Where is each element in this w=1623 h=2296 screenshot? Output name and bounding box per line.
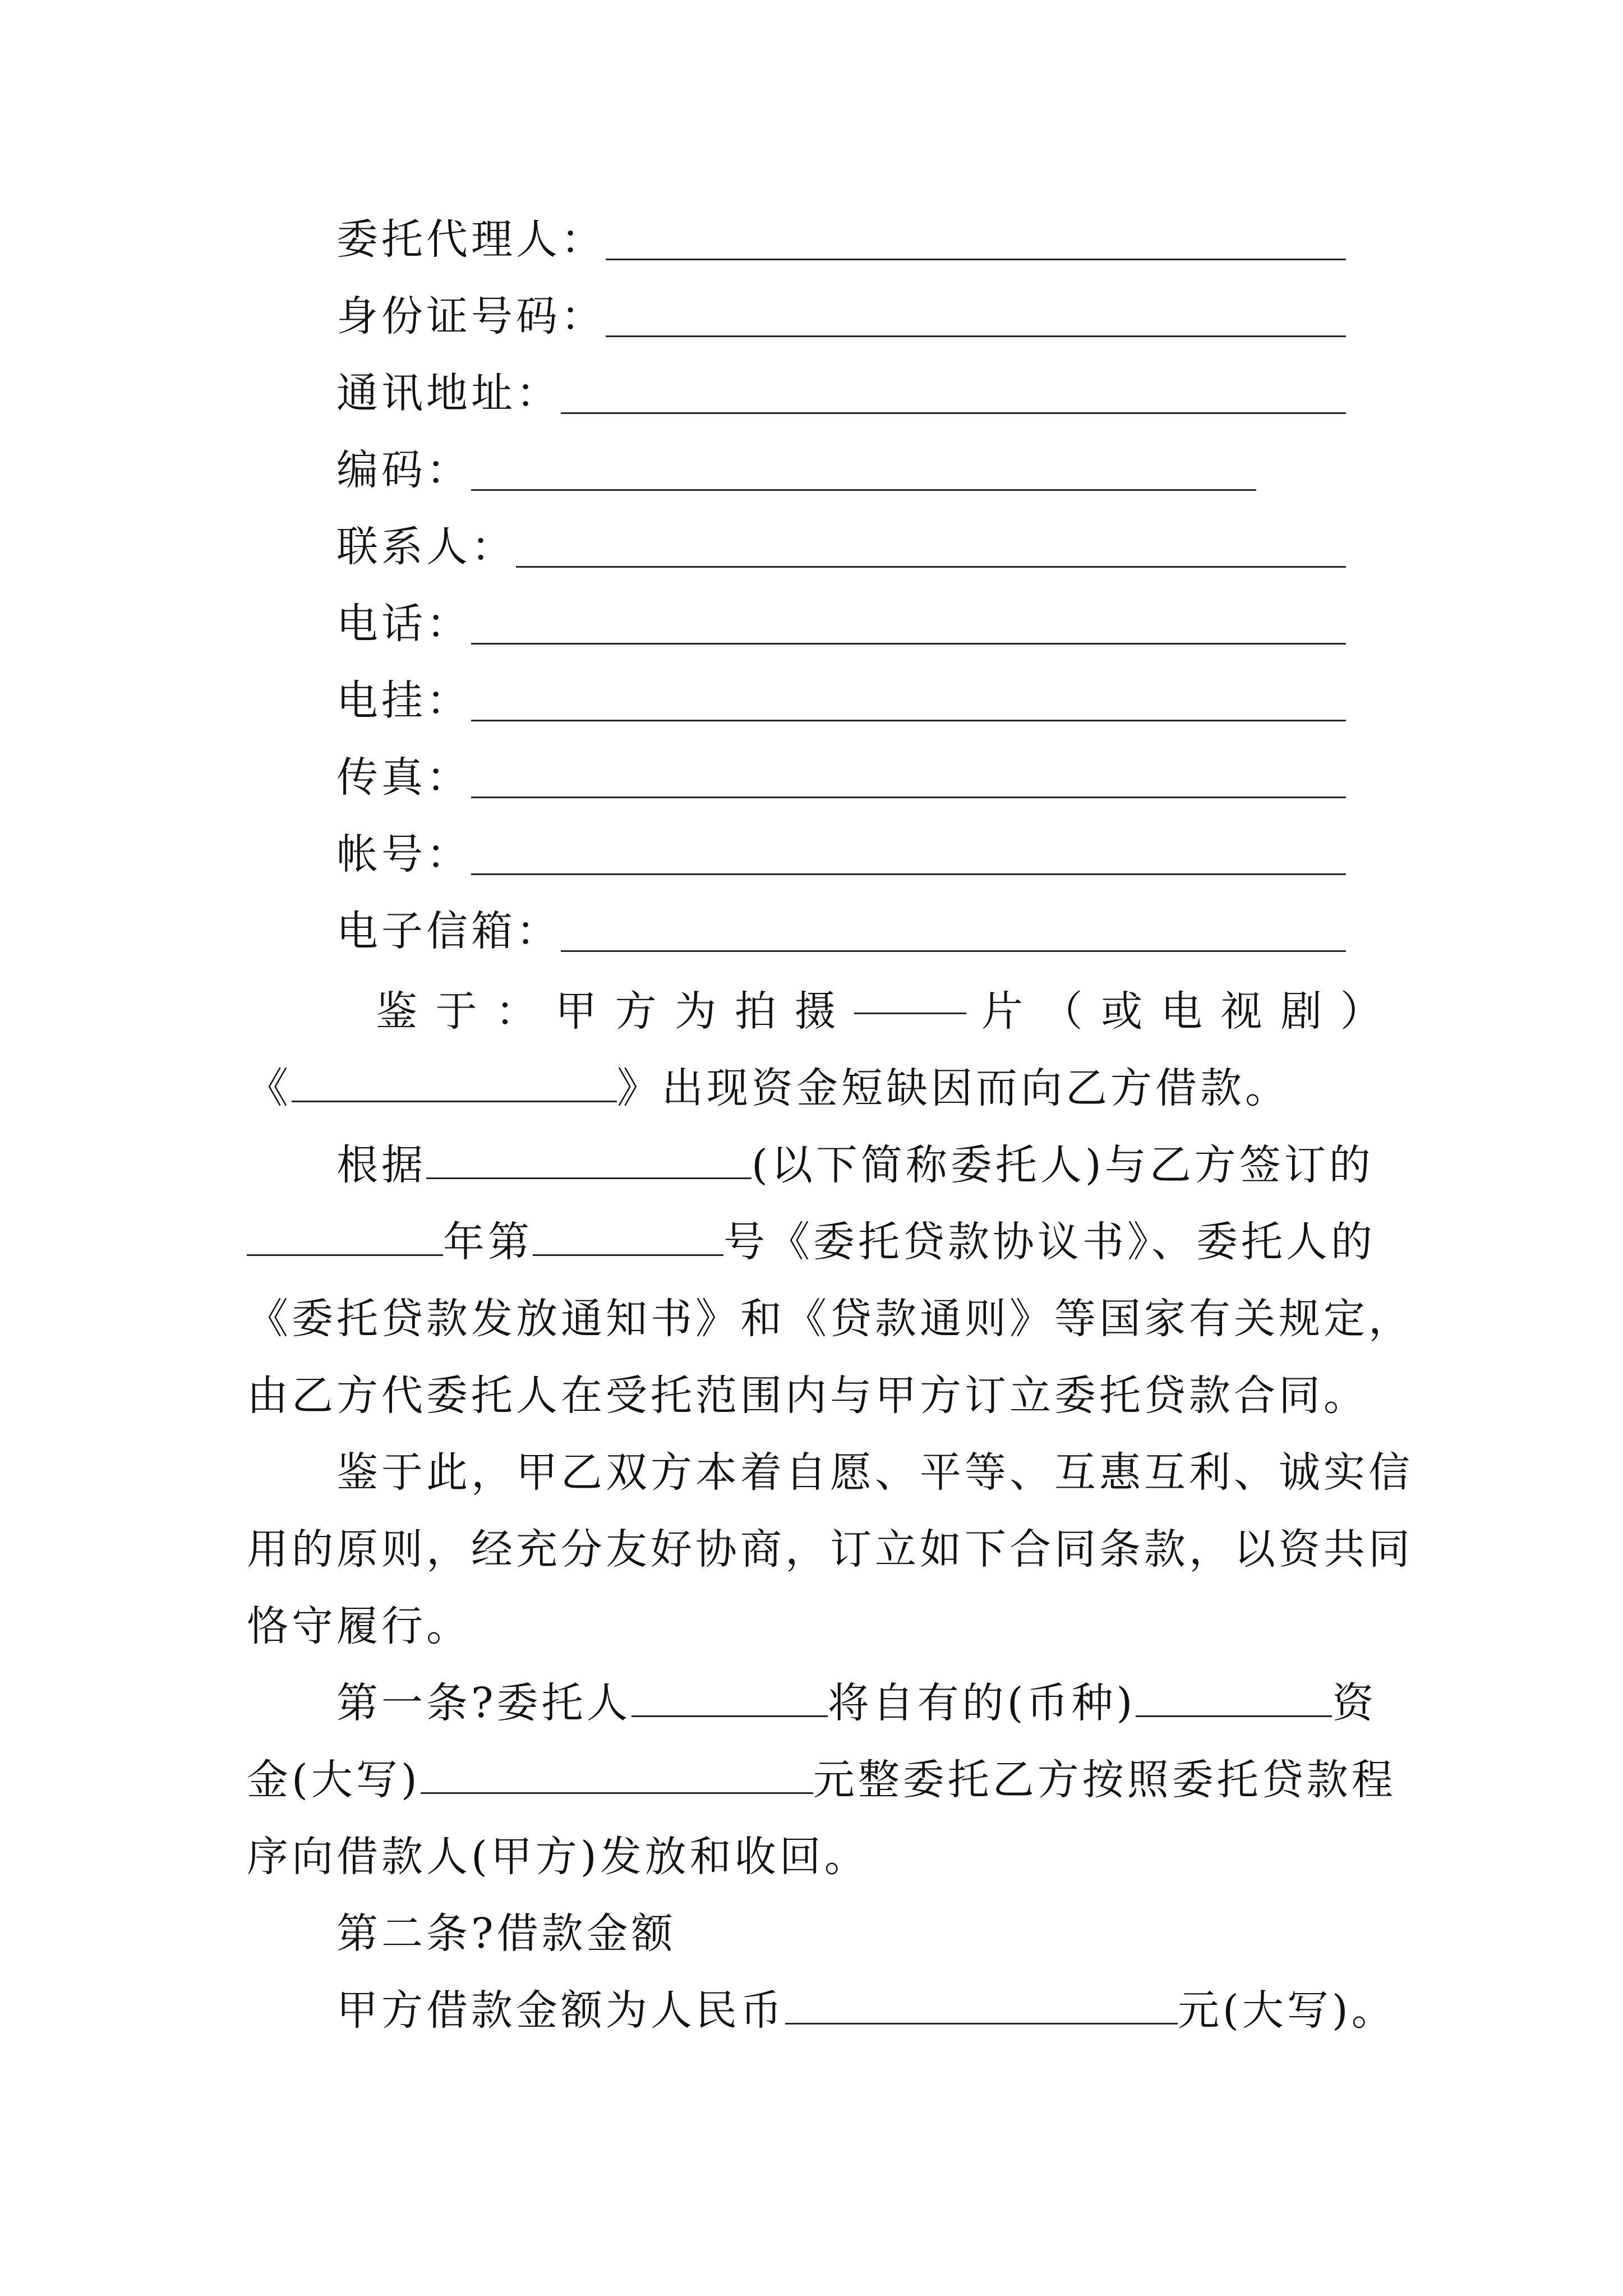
text-segment: 第一条?委托人 <box>336 1679 631 1727</box>
text-segment: 元(大写)。 <box>1178 1986 1396 2035</box>
telegraph-label: 电挂： <box>336 677 471 725</box>
fax-blank[interactable] <box>471 791 1346 798</box>
basis-line-4: 由乙方代委托人在受托范围内与甲方订立委托贷款合同。 <box>247 1372 1368 1420</box>
account-blank[interactable] <box>471 868 1346 875</box>
text-segment: 金(大写) <box>247 1756 421 1804</box>
text-char: 视 <box>1220 987 1266 1036</box>
principal-blank[interactable] <box>631 1676 828 1717</box>
contact-person-blank[interactable] <box>516 560 1346 568</box>
address-field <box>336 339 1346 417</box>
text-char: 电 <box>1160 987 1206 1036</box>
fax-label: 传真： <box>336 753 471 802</box>
article-2-title: 第二条?借款金额 <box>336 1910 676 1958</box>
text-segment: 甲方借款金额为人民币 <box>336 1986 785 2035</box>
text-char: 甲 <box>555 987 600 1036</box>
principal-name-blank[interactable] <box>426 1138 751 1179</box>
whereas-line-2 <box>247 1050 1385 1127</box>
agreement-number-blank[interactable] <box>533 1215 723 1256</box>
film-title-blank[interactable] <box>854 973 966 1014</box>
address-label: 通讯地址： <box>336 369 561 417</box>
principles-line-3: 恪守履行。 <box>247 1602 471 1650</box>
article-1-line-2 <box>247 1742 1396 1819</box>
basis-line-3: 《委托贷款发放通知书》和《贷款通则》等国家有关规定， <box>247 1295 1413 1343</box>
account-field <box>336 800 1346 878</box>
phone-blank[interactable] <box>471 637 1346 645</box>
whereas-line-1 <box>247 973 1385 1050</box>
phone-field <box>336 569 1346 648</box>
film-name-blank[interactable] <box>292 1061 617 1102</box>
basis-line-2 <box>247 1204 1385 1281</box>
text-char: 或 <box>1101 987 1146 1036</box>
paragraph-basis <box>247 1127 1413 1434</box>
article-1-line-1 <box>247 1665 1385 1742</box>
text-char: 鉴 <box>376 987 421 1036</box>
text-segment: 元整委托乙方按照委托贷款程 <box>813 1756 1396 1804</box>
postcode-label: 编码： <box>336 446 471 494</box>
text-segment: 根据 <box>336 1141 426 1189</box>
address-blank[interactable] <box>561 407 1346 414</box>
text-char: 剧 <box>1280 987 1326 1036</box>
article-2-line-1 <box>247 1972 1396 2049</box>
paragraph-principles <box>247 1434 1413 1665</box>
id-number-field <box>336 262 1346 341</box>
fax-field <box>336 723 1346 802</box>
account-label: 帐号： <box>336 830 471 878</box>
text-char: ： <box>495 987 541 1036</box>
text-char: ） <box>1340 987 1385 1036</box>
basis-line-1 <box>247 1127 1385 1204</box>
text-char: 摄 <box>794 987 840 1036</box>
text-char: 为 <box>675 987 720 1036</box>
text-char: 方 <box>615 987 660 1036</box>
currency-blank[interactable] <box>1136 1676 1332 1717</box>
principles-line-2: 用的原则，经充分友好协商，订立如下合同条款，以资共同 <box>247 1525 1413 1573</box>
text-segment: 》出现资金短缺因而向乙方借款。 <box>617 1064 1290 1112</box>
contact-person-label: 联系人： <box>336 523 516 571</box>
principles-line-1: 鉴于此，甲乙双方本着自愿、平等、互惠互利、诚实信 <box>336 1448 1413 1497</box>
phone-label: 电话： <box>336 600 471 648</box>
agent-label: 委托代理人： <box>336 215 606 264</box>
paragraph-whereas <box>247 973 1385 1127</box>
id-number-label: 身份证号码： <box>336 292 606 341</box>
article-1 <box>247 1665 1396 1895</box>
text-segment: 《 <box>247 1064 292 1112</box>
email-blank[interactable] <box>561 945 1346 952</box>
year-blank[interactable] <box>247 1215 443 1256</box>
telegraph-blank[interactable] <box>471 714 1346 721</box>
text-char: 拍 <box>734 987 780 1036</box>
telegraph-field <box>336 646 1346 725</box>
text-char: 于 <box>435 987 481 1036</box>
loan-amount-blank[interactable] <box>785 1984 1178 2024</box>
text-segment: 年第 <box>443 1218 533 1266</box>
text-segment: 将自有的(币种) <box>827 1679 1136 1727</box>
email-label: 电子信箱： <box>336 907 561 955</box>
id-number-blank[interactable] <box>606 330 1346 337</box>
text-segment: (以下简称委托人)与乙方签订的 <box>751 1141 1374 1189</box>
text-char: （ <box>1041 987 1086 1036</box>
text-char: 片 <box>981 987 1026 1036</box>
contact-person-field <box>336 493 1346 571</box>
text-segment: 号《委托贷款协议书》、委托人的 <box>723 1218 1376 1266</box>
agent-blank[interactable] <box>606 253 1346 260</box>
article-2 <box>247 1895 1396 2049</box>
postcode-field <box>336 416 1256 494</box>
agent-field <box>336 185 1346 264</box>
email-field <box>336 877 1346 955</box>
amount-words-blank[interactable] <box>421 1753 813 1794</box>
article-1-line-3: 序向借款人(甲方)发放和收回。 <box>247 1833 869 1881</box>
postcode-blank[interactable] <box>471 484 1256 491</box>
text-segment: 资 <box>1332 1679 1377 1727</box>
